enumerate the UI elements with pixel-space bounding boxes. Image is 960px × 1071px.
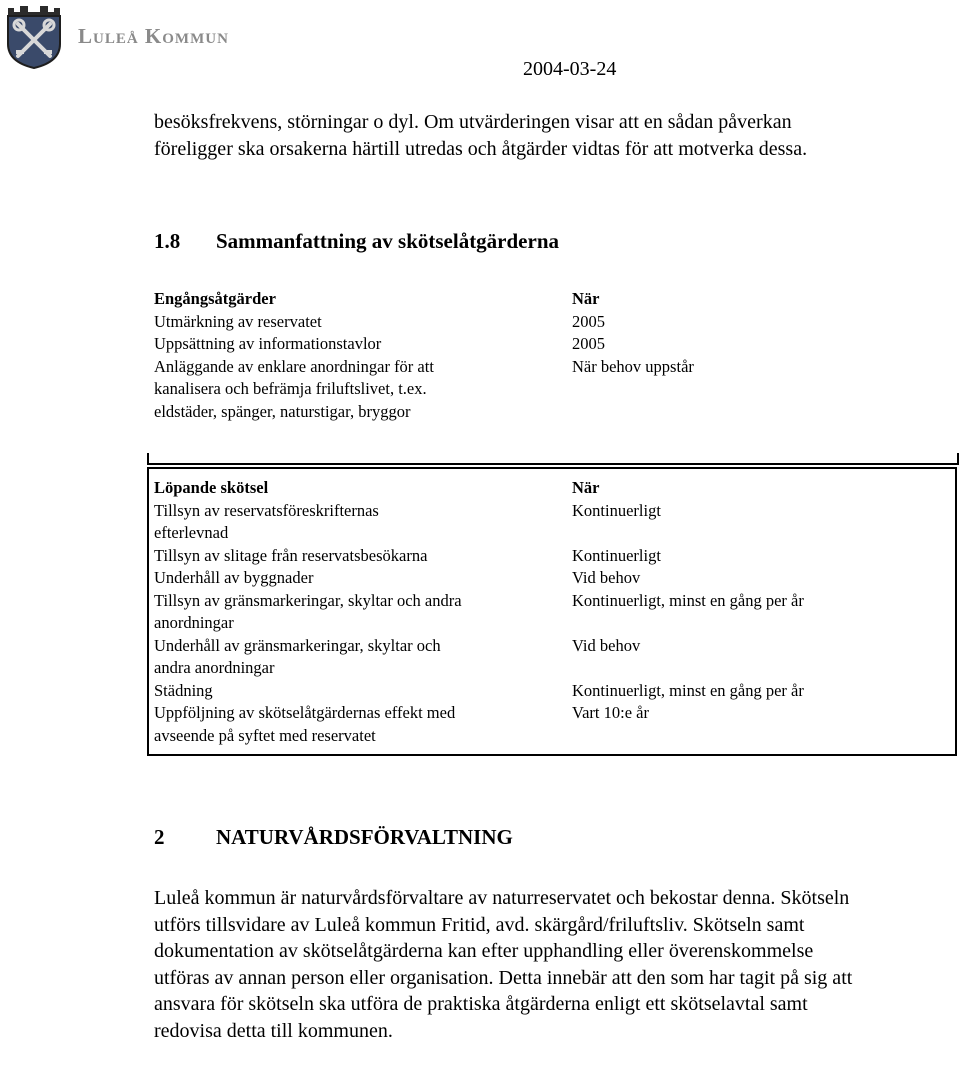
- action-cell: Tillsyn av gränsmarkeringar, skyltar och andra anordningar: [154, 590, 462, 632]
- table-row: [154, 702, 649, 747]
- document-date: 2004-03-24: [523, 58, 617, 80]
- when-cell: Vid behov: [572, 568, 641, 587]
- section-title: Sammanfattning av skötselåtgärderna: [216, 229, 560, 253]
- when-cell: När behov uppstår: [572, 356, 694, 376]
- section-heading-1-8: [154, 229, 559, 254]
- when-cell: Vart 10:e år: [572, 703, 649, 722]
- table-divider-left: [147, 453, 149, 465]
- section-title: NATURVÅRDSFÖRVALTNING: [216, 825, 513, 849]
- ongoing-maintenance-table: [154, 477, 804, 747]
- organization-name: Luleå Kommun: [78, 24, 229, 48]
- when-cell: Kontinuerligt: [572, 500, 661, 520]
- when-cell: Vid behov: [572, 635, 641, 655]
- table-header-row: [154, 288, 600, 311]
- table-row: [154, 680, 804, 703]
- one-time-actions-table: [154, 288, 694, 423]
- section-heading-2: [154, 825, 513, 850]
- column-header-action: Engångsåtgärder: [154, 289, 276, 308]
- table-divider-right: [957, 453, 959, 465]
- coat-of-arms-keys-icon: [2, 2, 66, 70]
- action-cell: Städning: [154, 680, 213, 700]
- column-header-when: När: [572, 289, 600, 308]
- table-row: [154, 635, 641, 680]
- section-2-paragraph: Luleå kommun är naturvårdsförvaltare av naturreservatet och bekostar denna. Skötseln utförs tillsvidare av Luleå kommun Fritid, avd. skärgård/friluftsliv. Skötseln samt dokumentation av skötselåtgärderna kan efter upphandling eller överenskommelse utföras av annan person eller organisation. Detta innebär att den som har tagit på sig att ansvara för skötseln ska utföra de praktiska åtgärderna enligt ett skötselavtal samt redovisa detta till kommunen.: [154, 887, 853, 1042]
- when-cell: Kontinuerligt: [572, 545, 661, 565]
- action-cell: Uppföljning av skötselåtgärdernas effekt med avseende på syftet med reservatet: [154, 703, 456, 745]
- action-cell: Underhåll av byggnader: [154, 568, 314, 587]
- table-row: [154, 333, 605, 356]
- table-header-row: [154, 477, 600, 500]
- action-cell: Tillsyn av slitage från reservatsbesökarna: [154, 545, 428, 565]
- table-row: [154, 590, 804, 635]
- table-divider: [147, 463, 959, 465]
- action-cell: Uppsättning av informationstavlor: [154, 334, 382, 353]
- action-cell: Tillsyn av reservatsföreskrifternas efterlevnad: [154, 500, 379, 542]
- column-header-action: Löpande skötsel: [154, 478, 269, 497]
- table-row: [154, 545, 661, 568]
- action-cell: Utmärkning av reservatet: [154, 311, 322, 331]
- intro-paragraph: besöksfrekvens, störningar o dyl. Om utvärderingen visar att en sådan påverkan föreligger ska orsakerna härtill utredas och åtgärder vidtas för att motverka dessa.: [154, 111, 808, 160]
- section-number: 1.8: [154, 229, 181, 253]
- action-cell: Anläggande av enklare anordningar för att kanalisera och befrämja friluftslivet, t.ex. eldstäder, spänger, naturstigar, bryggor: [154, 356, 434, 421]
- when-cell: Kontinuerligt, minst en gång per år: [572, 590, 804, 610]
- table-row: [154, 500, 661, 545]
- table-row: [154, 311, 605, 334]
- when-cell: Kontinuerligt, minst en gång per år: [572, 680, 804, 700]
- when-cell: 2005: [572, 311, 605, 331]
- column-header-when: När: [572, 478, 600, 497]
- section-number: 2: [154, 825, 165, 849]
- table-row: [154, 567, 641, 590]
- table-row: [154, 356, 694, 424]
- action-cell: Underhåll av gränsmarkeringar, skyltar och andra anordningar: [154, 635, 441, 677]
- when-cell: 2005: [572, 334, 605, 353]
